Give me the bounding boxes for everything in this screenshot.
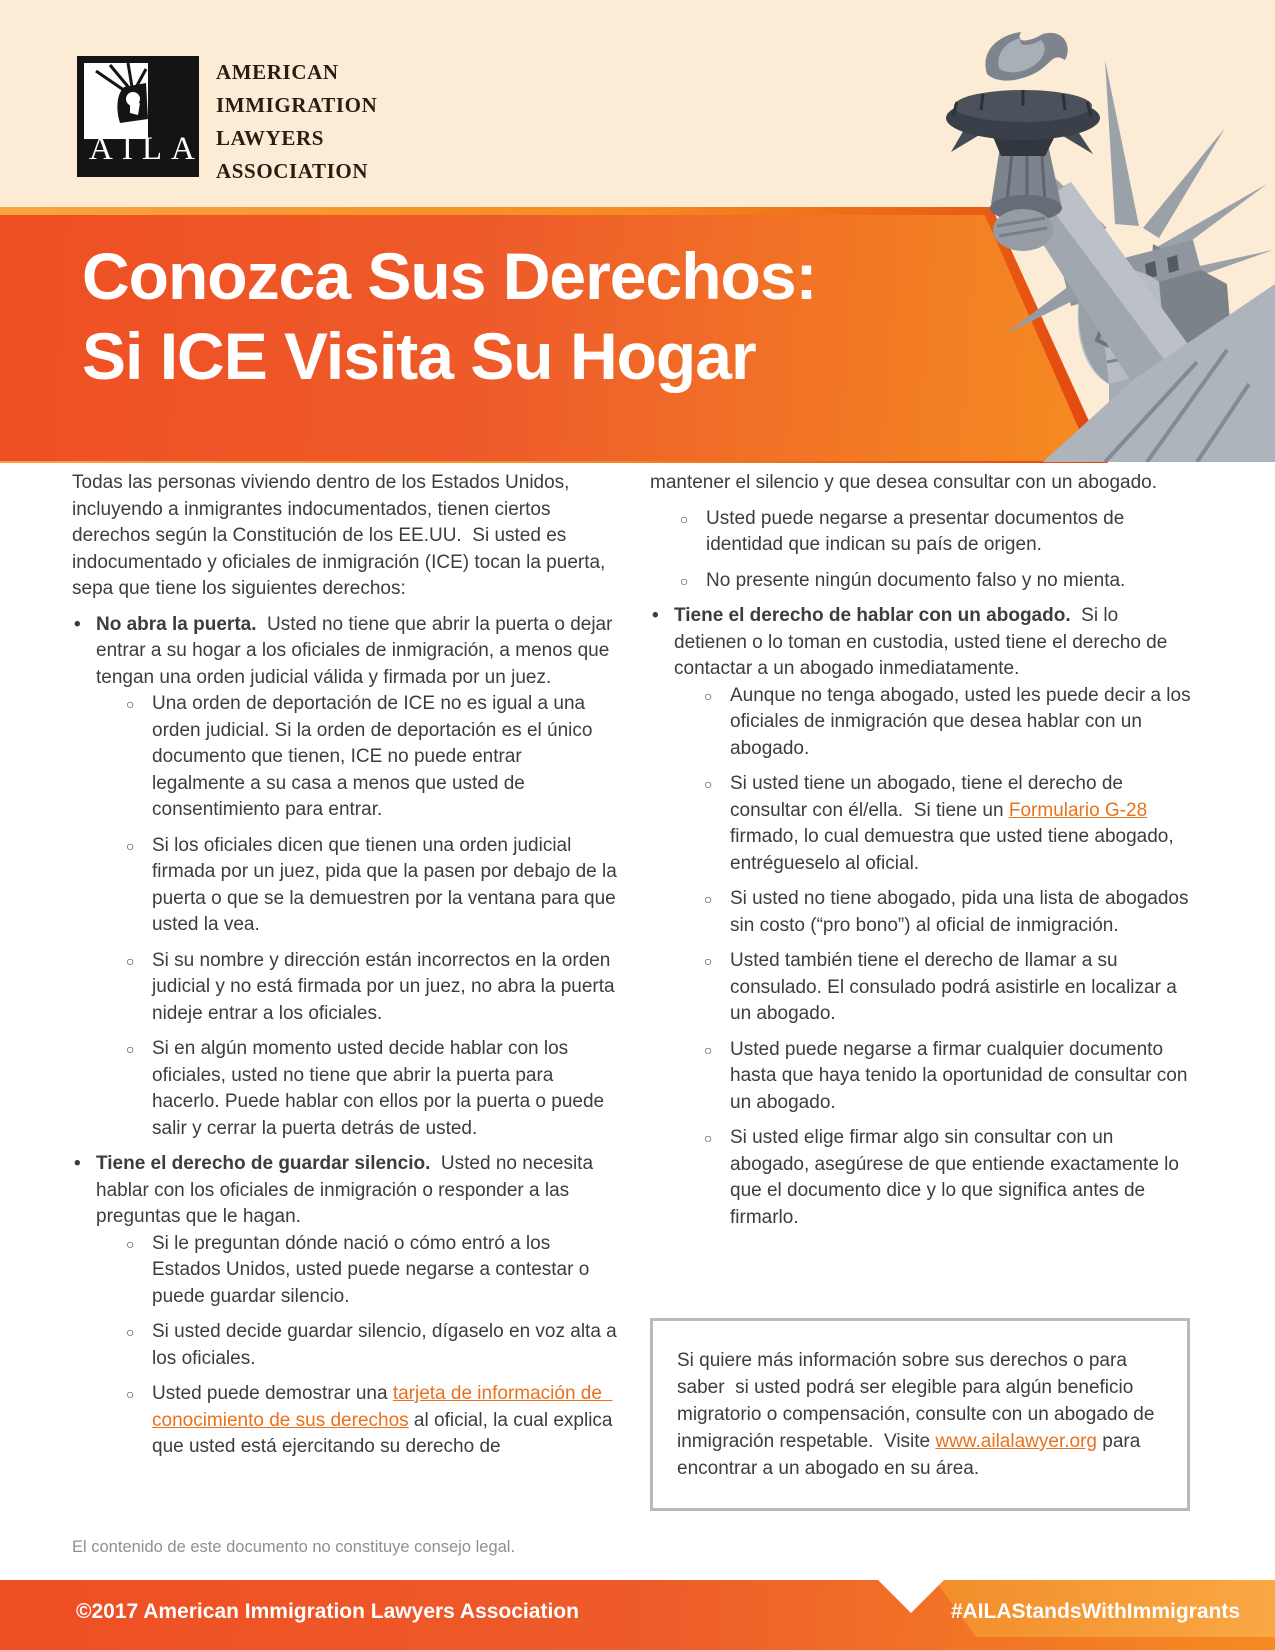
sub-item: ○ Aunque no tenga abogado, usted les puede decir a los oficiales de inmigración que desea hablar con un abogado. xyxy=(674,683,1196,763)
sub-item: ○ Si usted elige firmar algo sin consultar con un abogado, asegúrese de que entiende exactamente lo que el documento dice y lo que significa antes de firmarlo. xyxy=(674,1125,1196,1231)
rights-card-link[interactable]: tarjeta de información de conocimiento de sus derechos xyxy=(152,1383,613,1431)
page-title xyxy=(82,236,982,396)
page-title-line2: Si ICE Visita Su Hogar xyxy=(82,319,756,393)
sub-item: ○ Una orden de deportación de ICE no es igual a una orden judicial. Si la orden de deportación es el único documento que tienen, ICE no puede entrar legalmente a su casa a menos que usted de consentimiento para entrar. xyxy=(96,691,618,824)
page-title-line1: Conozca Sus Derechos: xyxy=(82,239,817,313)
sub-item: ○ Si en algún momento usted decide hablar con los oficiales, usted no tiene que abrir la puerta para hacerlo. Puede hablar con ellos por la puerta o puede salir y cerrar la puerta detrás de usted. xyxy=(96,1036,618,1142)
org-line: ASSOCIATION xyxy=(216,159,369,183)
ailalawyer-link[interactable]: www.ailalawyer.org xyxy=(935,1431,1097,1452)
statue-sketch-icon xyxy=(84,63,148,139)
right-item-no-abra-la-puerta: • No abra la puerta. Usted no tiene que abrir la puerta o dejar entrar a su hogar a los oficiales de inmigración, a menos que tengan una orden judicial válida y firmada por un juez. ○ Una orden de deportación de ICE no es igual a una orden judicial. Si la orden de deportación es el único documento que tienen, ICE no puede entrar legalmente a su casa a menos que usted de consentimiento para entrar. ○ Si los oficiales dicen que tienen una orden judicial firmada por un juez, pida que la pasen por debajo de la puerta o que se la demuestren por la ventana para que usted la vea. ○ Si su nombre y dirección están incorrectos en la orden judicial y no está firmada por un juez, no abra la puerta nideje entrar a los oficiales. ○ Si en algún momento usted decide hablar con los oficiales, usted no tiene que abrir la puerta para hacerlo. Puede hablar con ellos por la puerta o puede salir y cerrar la puerta detrás de usted. xyxy=(72,612,618,1143)
right-item-guardar-silencio: • Tiene el derecho de guardar silencio. Usted no necesita hablar con los oficiales de inmigración o responder a las preguntas que le hagan. ○ Si le preguntan dónde nació o cómo entró a los Estados Unidos, usted puede negarse a contestar o puede guardar silencio. ○ Si usted decide guardar silencio, dígaselo en voz alta a los oficiales. ○ Usted puede demostrar una tarjeta de información de conocimiento de sus derechos al oficial, la cual explica que usted está ejercitando su derecho de xyxy=(72,1151,618,1461)
legal-disclaimer: El contenido de este documento no constituye consejo legal. xyxy=(72,1538,516,1556)
sub-list xyxy=(674,683,1196,1232)
sub-item: ○ Si le preguntan dónde nació o cómo entró a los Estados Unidos, usted puede negarse a contestar o puede guardar silencio. xyxy=(96,1231,618,1311)
more-info-box: Si quiere más información sobre sus derechos o para saber si usted podrá ser elegible para algún beneficio migratorio o compensación, consulte con un abogado de inmigración respetable. Visite www.ailalawyer.org para encontrar a un abogado en su área. xyxy=(650,1318,1190,1511)
aila-logo-letters: AILA xyxy=(89,131,204,167)
hashtag-text: #AILAStandsWithImmigrants xyxy=(950,1600,1240,1623)
sub-item: ○ Si usted no tiene abogado, pida una lista de abogados sin costo (“pro bono”) al oficial de inmigración. xyxy=(674,886,1196,939)
copyright-text: ©2017 American Immigration Lawyers Association xyxy=(76,1600,579,1623)
sub-list xyxy=(650,506,1196,595)
sub-item-g28: ○ Si usted tiene un abogado, tiene el derecho de consultar con él/ella. Si tiene un Formulario G-28 firmado, lo cual demuestra que usted tiene abogado, entrégueselo al oficial. xyxy=(674,771,1196,877)
organization-name xyxy=(216,56,377,188)
rights-list xyxy=(72,612,618,1461)
aila-logo xyxy=(77,56,204,177)
sub-item: ○ Si usted decide guardar silencio, dígaselo en voz alta a los oficiales. xyxy=(96,1319,618,1372)
formulario-g28-link[interactable]: Formulario G-28 xyxy=(1008,799,1148,821)
right-item-hablar-con-abogado: • Tiene el derecho de hablar con un abogado. Si lo detienen o lo toman en custodia, usted tiene el derecho de contactar a un abogado inmediatamente. ○ Aunque no tenga abogado, usted les puede decir a los oficiales de inmigración que desea hablar con un abogado. ○ Si usted tiene un abogado, tiene el derecho de consultar con él/ella. Si tiene un Formulario G-28 firmado, lo cual demuestra que usted tiene abogado, entrégueselo al oficial. ○ Si usted no tiene abogado, pida una lista de abogados sin costo (“pro bono”) al oficial de inmigración. ○ Usted también tiene el derecho de llamar a su consulado. El consulado podrá asistirle en localizar a un abogado. ○ Usted puede negarse a firmar cualquier documento hasta que haya tenido la oportunidad de consultar con un abogado. ○ Si usted elige firmar algo sin consultar con un abogado, asegúrese de que entiende exactamente lo que el documento dice y lo que significa antes de firmarlo. xyxy=(650,603,1196,1231)
continuation-paragraph: mantener el silencio y que desea consultar con un abogado. xyxy=(650,472,1158,493)
sub-item: ○ Usted también tiene el derecho de llamar a su consulado. El consulado podrá asistirle en localizar a un abogado. xyxy=(674,948,1196,1028)
intro-paragraph: Todas las personas viviendo dentro de los Estados Unidos, incluyendo a inmigrantes indocumentados, tienen ciertos derechos según la Constitución de los EE.UU. Si usted es indocumentado y oficiales de inmigración (ICE) tocan la puerta, sepa que tiene los siguientes derechos: xyxy=(72,472,611,599)
sub-item-rights-card: ○ Usted puede demostrar una tarjeta de información de conocimiento de sus derechos al oficial, la cual explica que usted está ejercitando su derecho de xyxy=(96,1381,618,1461)
sub-item: ○ Usted puede negarse a firmar cualquier documento hasta que haya tenido la oportunidad de consultar con un abogado. xyxy=(674,1037,1196,1117)
sub-list xyxy=(96,1231,618,1461)
org-line: AMERICAN xyxy=(216,60,339,84)
sub-list xyxy=(96,691,618,1142)
aila-logo-statue-icon xyxy=(84,63,148,139)
sub-item: ○ Si su nombre y dirección están incorrectos en la orden judicial y no está firmada por un juez, no abra la puerta nideje entrar a los oficiales. xyxy=(96,948,618,1028)
left-column xyxy=(72,470,618,1470)
sub-item: ○ No presente ningún documento falso y no mienta. xyxy=(650,568,1196,595)
rights-list xyxy=(650,603,1196,1231)
sub-item: ○ Si los oficiales dicen que tienen una orden judicial firmada por un juez, pida que la pasen por debajo de la puerta o que se la demuestren por la ventana para que usted la vea. xyxy=(96,833,618,939)
org-line: IMMIGRATION xyxy=(216,93,378,117)
right-column xyxy=(650,470,1196,1240)
org-line: LAWYERS xyxy=(216,126,325,150)
sub-item: ○ Usted puede negarse a presentar documentos de identidad que indican su país de origen. xyxy=(650,506,1196,559)
